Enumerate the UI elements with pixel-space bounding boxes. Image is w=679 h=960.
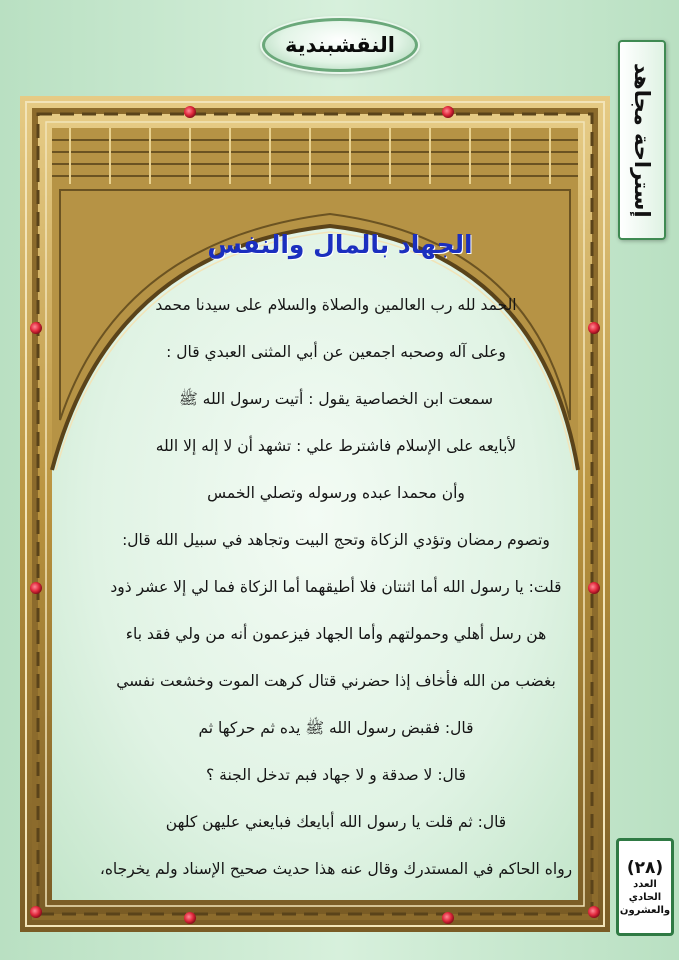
issue-label-line1: العدد bbox=[633, 878, 657, 890]
article-line: رواه الحاكم في المستدرك وقال عنه هذا حديث صحيح الإسناد ولم يخرجاه، bbox=[99, 860, 573, 878]
header-brand-badge bbox=[262, 18, 418, 72]
issue-label-line2: الحادي bbox=[628, 891, 662, 903]
header-brand-text: النقشبندية bbox=[284, 33, 396, 57]
article-line: هن رسل أهلي وحمولتهم وأما الجهاد فيزعمون أنه من ولي فقد باء bbox=[125, 625, 547, 643]
article-line: قلت: يا رسول الله أما اثنتان فلا أطيقهما أما الزكاة فما لي إلا عشر ذود bbox=[110, 578, 562, 596]
jewel-left-2 bbox=[30, 582, 42, 594]
article-line: سمعت ابن الخصاصية يقول : أتيت رسول الله ﷺ bbox=[179, 390, 493, 408]
article-title: الجهاد بالمال والنفس bbox=[207, 230, 473, 259]
article-line: بغضب من الله فأخاف إذا حضرني قتال كرهت الموت وخشعت نفسي bbox=[116, 672, 556, 690]
jewel-left-3 bbox=[30, 906, 42, 918]
article-line: وأن محمدا عبده ورسوله وتصلي الخمس bbox=[207, 484, 465, 502]
issue-label-line3: والعشرون bbox=[619, 904, 671, 916]
article-line: وتصوم رمضان وتؤدي الزكاة وتحج البيت وتجاهد في سبيل الله قال: bbox=[122, 531, 550, 549]
jewel-bottom-1 bbox=[184, 912, 196, 924]
article-line: قال: فقبض رسول الله ﷺ يده ثم حركها ثم bbox=[198, 719, 474, 737]
section-side-tab bbox=[618, 40, 666, 240]
issue-number: (٢٨) bbox=[626, 857, 664, 878]
article-line: لأبايعه على الإسلام فاشترط علي : تشهد أن لا إله إلا الله bbox=[155, 437, 517, 455]
jewel-top-1 bbox=[184, 106, 196, 118]
issue-number-box bbox=[616, 838, 674, 936]
article-line: قال: لا صدقة و لا جهاد فبم تدخل الجنة ؟ bbox=[206, 766, 466, 784]
article-line: وعلى آله وصحبه اجمعين عن أبي المثنى العبدي قال : bbox=[166, 343, 506, 361]
article-body bbox=[64, 282, 608, 893]
jewel-bottom-2 bbox=[442, 912, 454, 924]
section-side-tab-label: إستراحة مجاهد bbox=[630, 62, 654, 218]
article-line: الحمد لله رب العالمين والصلاة والسلام على سيدنا محمد bbox=[155, 296, 517, 314]
jewel-top-2 bbox=[442, 106, 454, 118]
jewel-left-1 bbox=[30, 322, 42, 334]
article-line: قال: ثم قلت يا رسول الله أبايعك فبايعني عليهن كلهن bbox=[165, 813, 507, 831]
jewel-right-3 bbox=[588, 906, 600, 918]
